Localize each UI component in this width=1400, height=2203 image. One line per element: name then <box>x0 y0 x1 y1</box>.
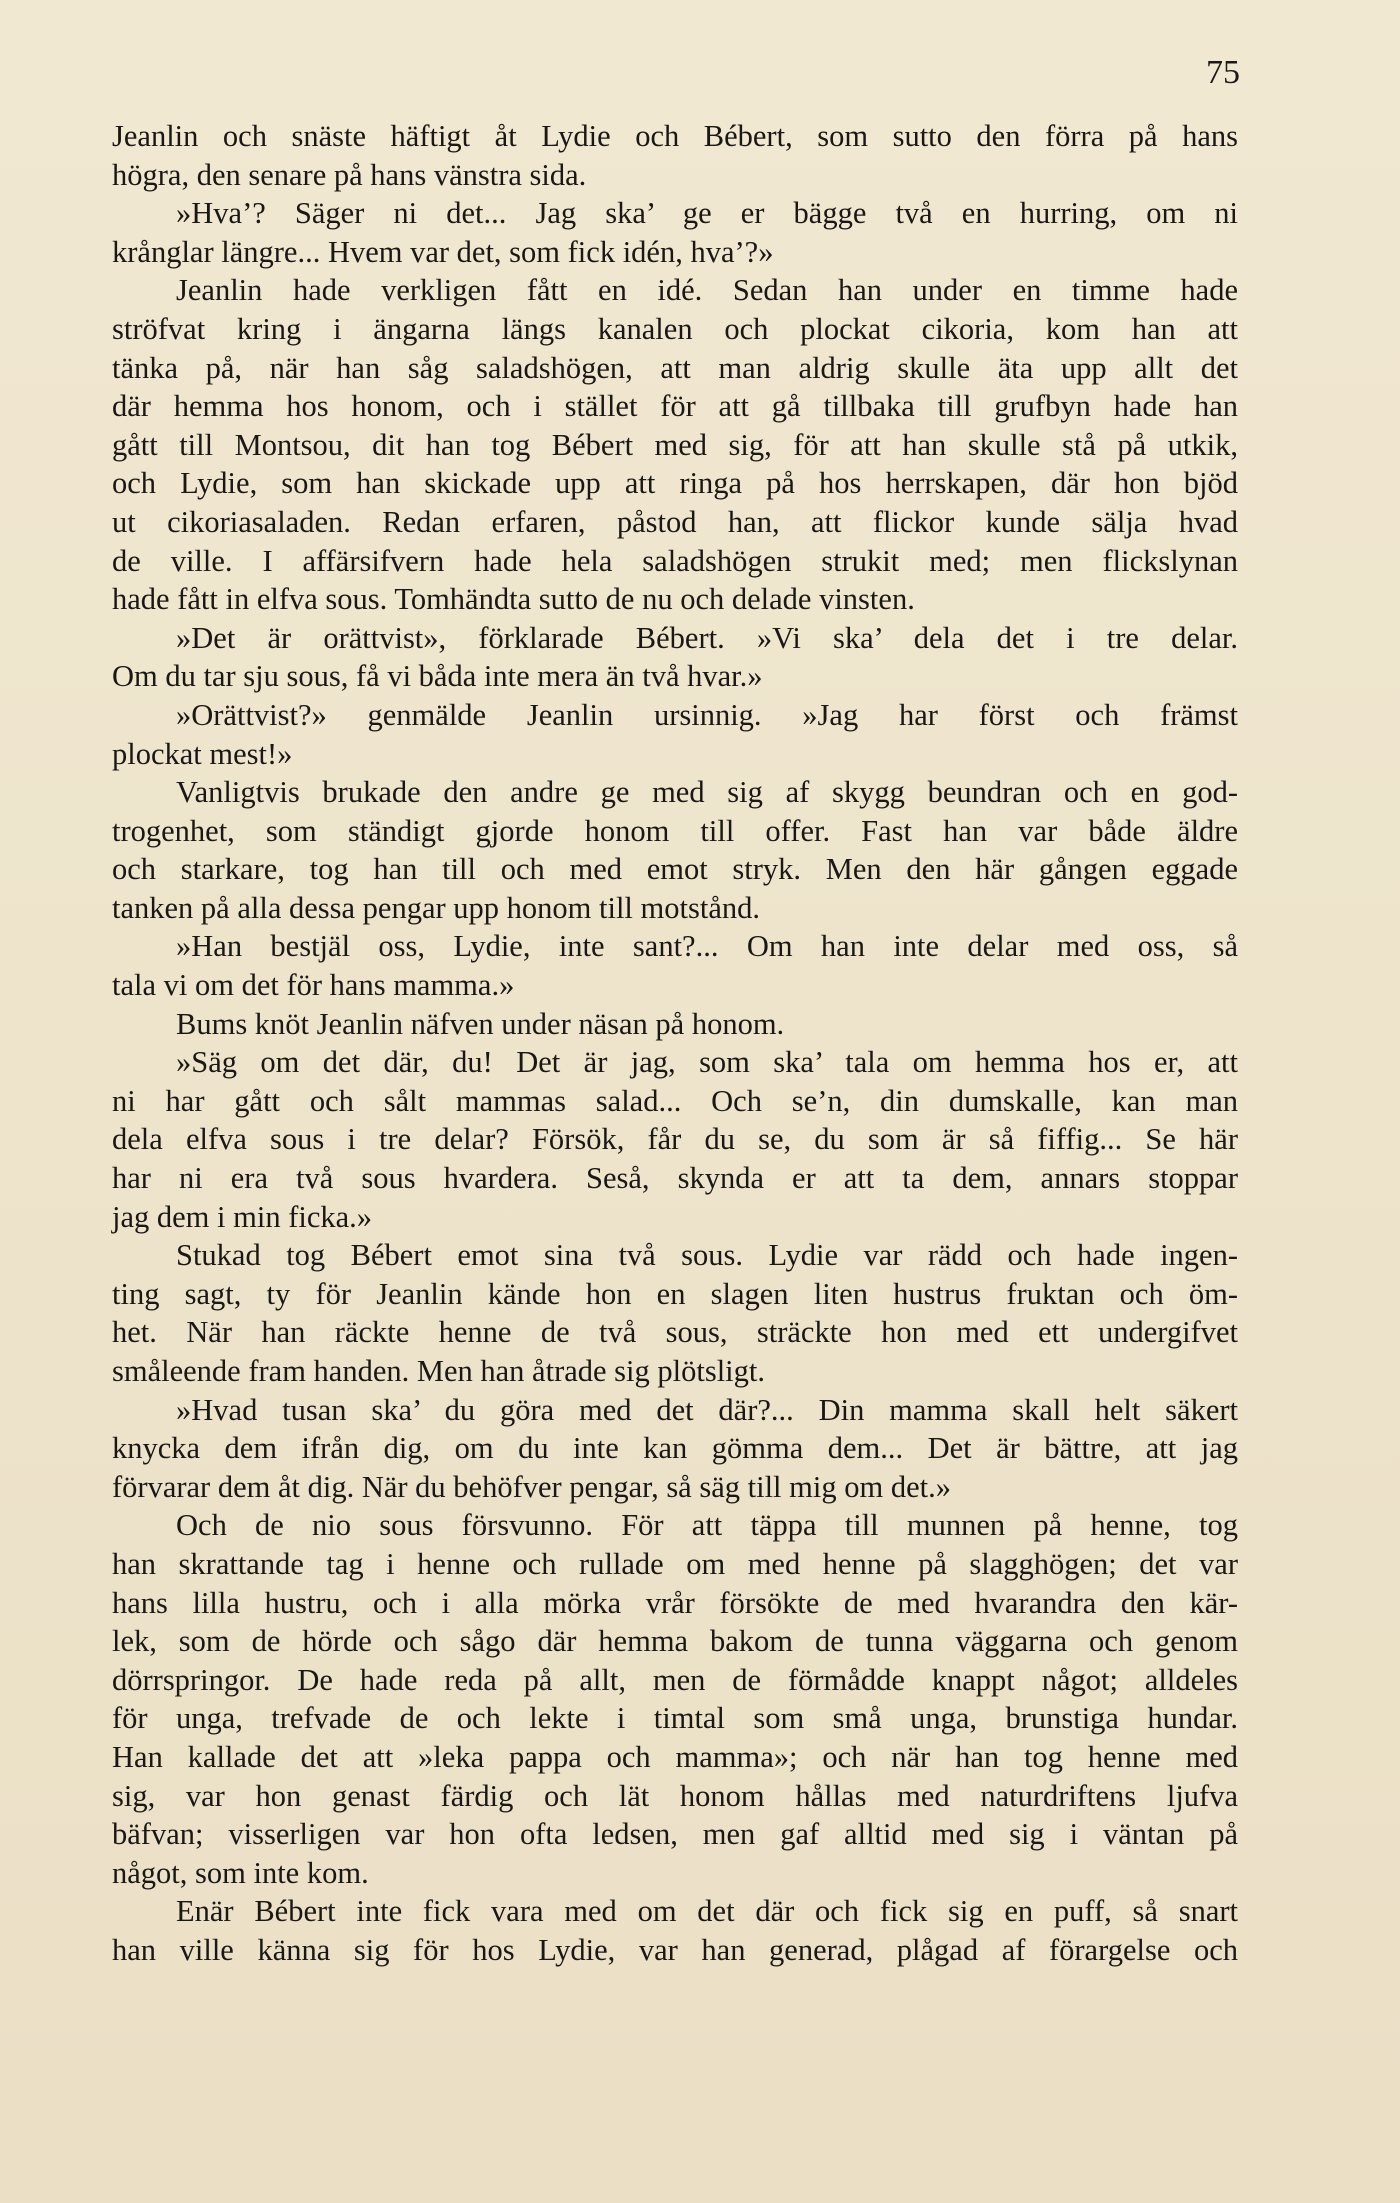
text-line: Enär Bébert inte fick vara med om det där och fick sig en puff, så snart <box>176 1894 1238 1929</box>
text-line: förvarar dem åt dig. När du behöfver pengar, så säg till mig om det.» <box>112 1469 951 1504</box>
text-line: ströfvat kring i ängarna längs kanalen och plockat cikoria, kom han att <box>112 311 1238 346</box>
text-line: har ni era två sous hvardera. Seså, skynda er att ta dem, annars stoppar <box>112 1161 1238 1196</box>
text-line: Stukad tog Bébert emot sina två sous. Lydie var rädd och hade ingen- <box>176 1238 1238 1273</box>
text-line: tala vi om det för hans mamma.» <box>112 968 515 1003</box>
text-line: het. När han räckte henne de två sous, sträckte hon med ett undergifvet <box>112 1315 1238 1350</box>
text-line: Bums knöt Jeanlin näfven under näsan på honom. <box>176 1006 785 1041</box>
text-line: Och de nio sous försvunno. För att täppa till munnen på henne, tog <box>176 1508 1238 1543</box>
text-line: de ville. I affärsifvern hade hela saladshögen strukit med; men flickslynan <box>112 543 1238 578</box>
text-line: där hemma hos honom, och i stället för att gå tillbaka till grufbyn hade han <box>112 389 1238 424</box>
text-line: dela elfva sous i tre delar? Försök, får du se, du som är så fiffig... Se här <box>112 1122 1238 1157</box>
text-line: »Hvad tusan ska’ du göra med det där?... Din mamma skall helt säkert <box>176 1392 1238 1427</box>
text-line: ting sagt, ty för Jeanlin kände hon en slagen liten hustrus fruktan och öm- <box>112 1276 1238 1311</box>
body-text <box>112 117 1238 1970</box>
text-line: »Han bestjäl oss, Lydie, inte sant?... Om han inte delar med oss, så <box>176 929 1238 964</box>
page-number: 75 <box>1206 54 1240 91</box>
text-line: trogenhet, som ständigt gjorde honom till offer. Fast han var både äldre <box>112 813 1238 848</box>
text-line: »Det är orättvist», förklarade Bébert. »Vi ska’ dela det i tre delar. <box>176 620 1238 655</box>
text-line: tanken på alla dessa pengar upp honom till motstånd. <box>112 890 760 925</box>
text-line: knycka dem ifrån dig, om du inte kan gömma dem... Det är bättre, att jag <box>112 1431 1238 1466</box>
text-line: Jeanlin och snäste häftigt åt Lydie och Bébert, som sutto den förra på hans <box>112 119 1238 153</box>
text-line: gått till Montsou, dit han tog Bébert med sig, för att han skulle stå på utkik, <box>112 427 1238 462</box>
text-line: krånglar längre... Hvem var det, som fick idén, hva’?» <box>112 234 774 269</box>
text-line: dörrspringor. De hade reda på allt, men de förmådde knappt något; alldeles <box>112 1662 1238 1697</box>
text-line: högra, den senare på hans vänstra sida. <box>112 157 587 192</box>
text-line: »Hva’? Säger ni det... Jag ska’ ge er bägge två en hurring, om ni <box>176 196 1238 231</box>
text-line: »Säg om det där, du! Det är jag, som ska’ tala om hemma hos er, att <box>176 1045 1238 1080</box>
text-line: hans lilla hustru, och i alla mörka vrår försökte de med hvarandra den kär- <box>112 1585 1238 1620</box>
text-line: hade fått in elfva sous. Tomhändta sutto de nu och delade vinsten. <box>112 582 915 617</box>
text-line: Om du tar sju sous, få vi båda inte mera än två hvar.» <box>112 659 763 694</box>
text-line: något, som inte kom. <box>112 1855 369 1890</box>
text-line: och starkare, tog han till och med emot stryk. Men den här gången eggade <box>112 852 1238 887</box>
text-line: för unga, trefvade de och lekte i timtal som små unga, brunstiga hundar. <box>112 1701 1238 1736</box>
text-line: Vanligtvis brukade den andre ge med sig af skygg beundran och en god- <box>176 775 1238 810</box>
text-line: sig, var hon genast färdig och lät honom hållas med naturdriftens ljufva <box>112 1778 1238 1813</box>
text-line: ni har gått och sålt mammas salad... Och se’n, din dumskalle, kan man <box>112 1083 1238 1118</box>
text-line: jag dem i min ficka.» <box>112 1199 373 1234</box>
text-line: han skrattande tag i henne och rullade om med henne på slagghögen; det var <box>112 1546 1238 1581</box>
text-line: Jeanlin hade verkligen fått en idé. Sedan han under en timme hade <box>176 273 1238 308</box>
text-line: »Orättvist?» genmälde Jeanlin ursinnig. »Jag har först och främst <box>176 697 1238 732</box>
text-line: tänka på, när han såg saladshögen, att man aldrig skulle äta upp allt det <box>112 350 1238 385</box>
text-line: han ville känna sig för hos Lydie, var han generad, plågad af förargelse och <box>112 1932 1238 1967</box>
text-line: och Lydie, som han skickade upp att ringa på hos herrskapen, där hon bjöd <box>112 466 1238 501</box>
text-line: lek, som de hörde och sågo där hemma bakom de tunna väggarna och genom <box>112 1624 1238 1659</box>
text-line: Han kallade det att »leka pappa och mamma»; och när han tog henne med <box>112 1739 1238 1774</box>
text-line: plockat mest!» <box>112 736 293 771</box>
text-line: ut cikoriasaladen. Redan erfaren, påstod han, att flickor kunde sälja hvad <box>112 504 1238 539</box>
text-line: bäfvan; visserligen var hon ofta ledsen, men gaf alltid med sig i väntan på <box>112 1817 1238 1852</box>
text-line: småleende fram handen. Men han åtrade sig plötsligt. <box>112 1354 766 1388</box>
